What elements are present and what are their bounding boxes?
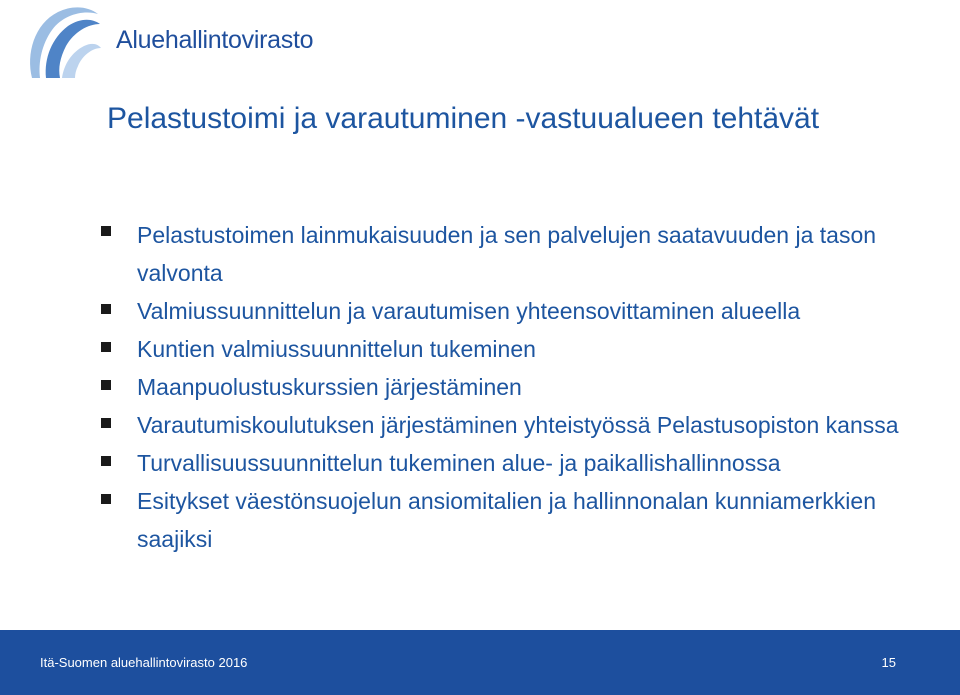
bullet-list	[100, 216, 950, 558]
list-item	[100, 292, 950, 330]
list-item	[100, 216, 950, 292]
footer-bar	[0, 630, 960, 695]
list-item	[100, 444, 950, 482]
square-bullet-icon	[101, 456, 111, 466]
list-item	[100, 482, 950, 558]
square-bullet-icon	[101, 494, 111, 504]
page-number: 15	[881, 655, 896, 670]
list-item-text: Pelastustoimen lainmukaisuuden ja sen palvelujen saatavuuden ja tason valvonta	[137, 222, 877, 286]
square-bullet-icon	[101, 304, 111, 314]
square-bullet-icon	[101, 380, 111, 390]
list-item	[100, 406, 950, 444]
logo-text: Aluehallintovirasto	[116, 26, 314, 54]
footer-organization: Itä-Suomen aluehallintovirasto 2016	[40, 655, 248, 670]
square-bullet-icon	[101, 418, 111, 428]
avi-logo-icon	[24, 4, 102, 80]
square-bullet-icon	[101, 342, 111, 352]
list-item-text: Turvallisuussuunnittelun tukeminen alue- ja paikallishallinnossa	[137, 450, 781, 476]
list-item-text: Kuntien valmiussuunnittelun tukeminen	[137, 336, 536, 362]
slide-title: Pelastustoimi ja varautuminen -vastuualueen tehtävät	[107, 102, 820, 135]
list-item-text: Maanpuolustuskurssien järjestäminen	[137, 374, 522, 400]
square-bullet-icon	[101, 226, 111, 236]
logo	[24, 4, 314, 80]
list-item-text: Valmiussuunnittelun ja varautumisen yhteensovittaminen alueella	[137, 298, 801, 324]
list-item-text: Esitykset väestönsuojelun ansiomitalien ja hallinnonalan kunniamerkkien saajiksi	[137, 488, 876, 552]
list-item	[100, 368, 950, 406]
list-item	[100, 330, 950, 368]
list-item-text: Varautumiskoulutuksen järjestäminen yhteistyössä Pelastusopiston kanssa	[137, 412, 899, 438]
